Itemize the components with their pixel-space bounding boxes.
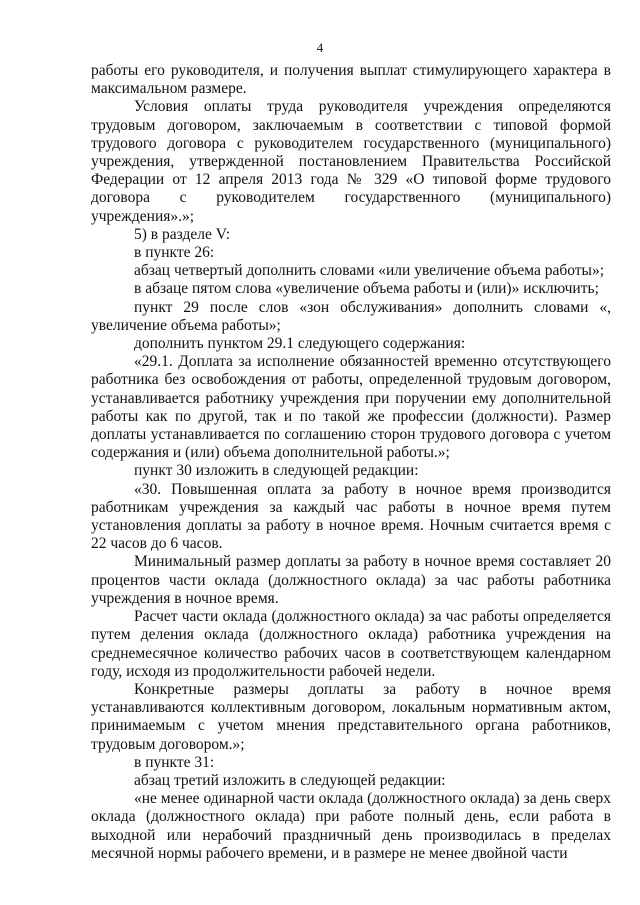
paragraph-hour-calc: Расчет части оклада (должностного оклада) за час работы определяется путем деления оклада (должностного оклада) работника учреждения на среднемесячное количество рабочих часов в соответствующем календарном году, исходя из продолжительности рабочей недели. [91,608,611,680]
paragraph-night-specific: Конкретные размеры доплаты за работу в ночное время устанавливаются коллективным договором, локальным нормативным актом, принимаемым с учетом мнения представительного органа работников, трудовым договором.»; [91,680,611,753]
paragraph-item-29: пункт 29 после слов «зон обслуживания» дополнить словами «, увеличение объема работы»; [91,298,611,334]
paragraph-31-text: «не менее одинарной части оклада (должностного оклада) за день сверх оклада (должностного оклада) при работе полный день, если работа в выходной или нерабочий праздничный день производилась в пределах месячной нормы рабочего времени, и в размере не менее двойной части [91,790,611,862]
paragraph-add-29-1: дополнить пунктом 29.1 следующего содержания: [134,335,466,353]
paragraph-abzac-4: абзац четвертый дополнить словами «или увеличение объема работы»; [134,262,605,280]
paragraph-item-30: пункт 30 изложить в следующей редакции: [134,462,419,480]
paragraph-item-31: в пункте 31: [134,753,215,771]
paragraph-pay-conditions: Условия оплаты труда руководителя учреждения определяются трудовым договором, заключаемым в соответствии с типовой формой трудового договора с руководителем государственного (муниципального) учреждения, утвержденной постановлением Правительства Российской Федерации от 12 апреля 2013 года № 329 «О типовой форме трудового договора с руководителем государственного (муниципального) учреждения».»; [91,98,611,225]
page-number: 4 [316,40,324,55]
paragraph-night-min: Минимальный размер доплаты за работу в ночное время составляет 20 процентов части оклада (должностного оклада) за час работы работника учреждения в ночное время. [91,553,611,607]
paragraph-item-26: в пункте 26: [134,244,215,262]
paragraph-abzac-3: абзац третий изложить в следующей редакции: [134,771,446,789]
paragraph-section-v: 5) в разделе V: [134,225,231,243]
paragraph-30-text: «30. Повышенная оплата за работу в ночное время производится работникам учреждения за каждый час работы в ночное время путем установления доплаты за работу в ночное время. Ночным считается время с 22 часов до 6 часов. [91,480,611,553]
paragraph-abzac-5: в абзаце пятом слова «увеличение объема работы и (или)» исключить; [134,280,599,298]
paragraph-continuation: работы его руководителя, и получения выплат стимулирующего характера в максимальном размере. [91,62,611,98]
paragraph-29-1-text: «29.1. Доплата за исполнение обязанностей временно отсутствующего работника без освобождения от работы, определенной трудовым договором, устанавливается работнику учреждения при поручении ему дополнительной работы как по другой, так и по такой же профессии (должности). Размер доплаты устанавливается по соглашению сторон трудового договора с учетом содержания и (или) объема дополнительной работы.»; [91,353,611,462]
document-body [91,62,611,863]
